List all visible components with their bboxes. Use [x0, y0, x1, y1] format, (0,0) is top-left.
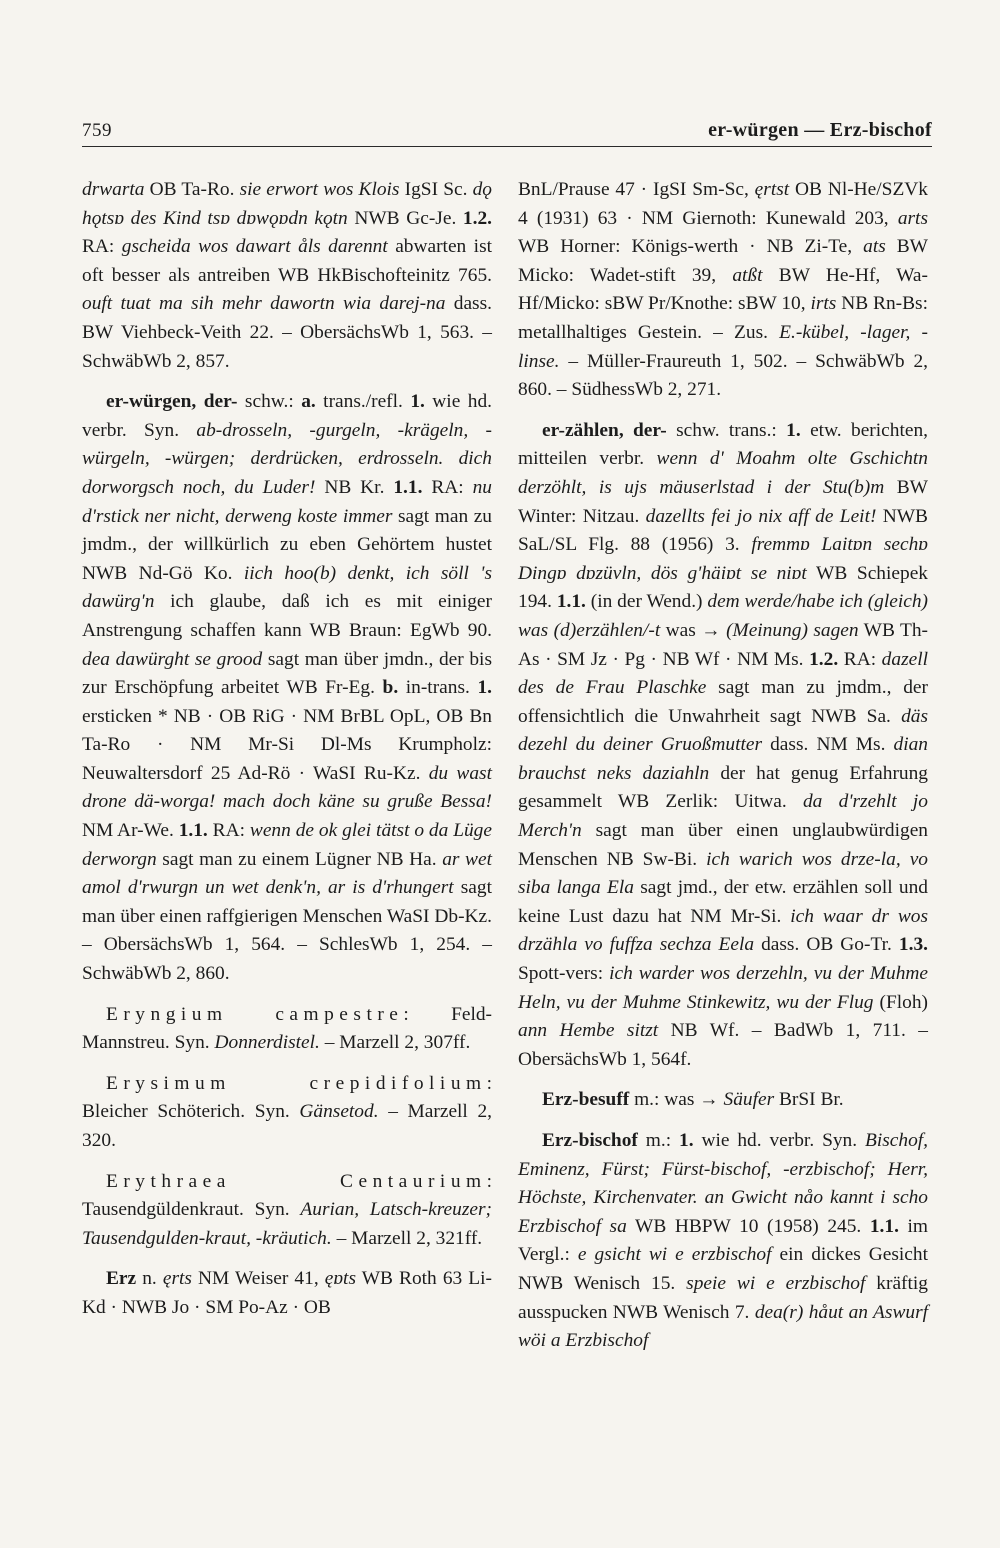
dictionary-entry: [82, 1070, 492, 1156]
example-text: E.-kübel, -lager, -linse.: [518, 321, 928, 372]
headword-text: 1.1.: [393, 476, 423, 498]
entry-text: wie hd. verbr. Syn.: [82, 391, 492, 441]
entry-text: NM Ar-We.: [82, 820, 179, 842]
entry-text: in-trans.: [398, 677, 478, 699]
entry-text: NB Wf. – BadWb 1, 711. – ObersächsWb 1, 564f.: [518, 1020, 928, 1070]
headword-text: 1.: [786, 419, 801, 441]
entry-text: OB Nl-He/SZVk 4 (1931) 63 · NM Giernoth: Kunewald 203,: [518, 179, 928, 229]
dictionary-entry: [518, 1127, 928, 1356]
example-text: ęrts: [162, 1268, 192, 1290]
headword-text: 1.2.: [809, 648, 839, 670]
headword-text: er-würgen, der-: [106, 391, 238, 413]
entry-text: : Feld-Mannstreu. Syn.: [82, 1003, 493, 1054]
entry-text: sagt jmd., der etw. erzählen soll und keine Lust dazu hat NM Mr-Si.: [518, 877, 928, 927]
example-text: ats: [863, 236, 886, 258]
entry-text: etw. berichten, mitteilen verbr.: [518, 419, 928, 470]
example-text: Bischof, Eminenz, Fürst; Fürst-bischof, -erzbischof; Herr, Höchste, Kirchenvater. an Gwicht nåo kannt i scho Erzbischof sa: [518, 1130, 929, 1237]
entry-text: : Bleicher Schöterich. Syn.: [82, 1072, 492, 1123]
dictionary-entry: [82, 1168, 492, 1254]
example-text: ich warder wos derzehln, vu der Muhme Heln, vu der Muhme Stinkewitz, wu der Flug: [518, 963, 928, 1013]
botanical-name: Eryngium campestre: [106, 1003, 404, 1025]
example-text: ich warich wos drze-la, vo siba langa Ela: [518, 848, 928, 899]
entry-text: OB Ta-Ro.: [144, 179, 240, 200]
entry-text: der hat genug Erfahrung gesammelt WB Zerlik: Uitwa.: [518, 762, 928, 813]
entry-text: schw.:: [237, 391, 302, 413]
example-text: speie wi e erzbischof: [686, 1272, 866, 1294]
example-text: Donnerdistel.: [214, 1032, 320, 1054]
entry-text: schw. trans.:: [666, 419, 787, 441]
botanical-name: Erysimum crepidifolium: [106, 1072, 487, 1094]
entry-text: BW Micko: Wadet-stift 39,: [518, 236, 928, 286]
entry-text: sagt man über einen raffgierigen Menschen WaSI Db-Kz. – ObersächsWb 1, 564. – SchlesWb 1, 254. – SchwäbWb 2, 860.: [82, 877, 492, 985]
example-text: ann Hembe sitzt: [518, 1020, 659, 1042]
headword-text: 1.: [477, 677, 492, 699]
entry-text: IgSI Sc.: [399, 179, 473, 200]
entry-text: dass. NM Ms.: [762, 734, 894, 756]
example-text: Aurian, Latsch-kreuzer; Tausendgulden-kraut, -kräutich.: [82, 1199, 492, 1249]
entry-text: NWB SaL/SL Flg. 88 (1956) 3.: [518, 505, 928, 556]
example-text: wenn d' Moahm olte Gschichtn derzöhlt, is ujs mäuserlstad i der Stu(b)m: [518, 448, 929, 498]
dictionary-entry: [518, 417, 928, 1075]
example-text: Säufer: [723, 1089, 775, 1111]
example-text: ab-drosseln, -gurgeln, -krägeln, -würgeln, -würgen; derdrücken, erdrosseln. dich dorworgsch noch, du Luder!: [82, 419, 492, 498]
entry-text: (Floh): [873, 991, 929, 1013]
headword-text: Erz-besuff: [542, 1089, 630, 1111]
example-text: dian brauchst neks daziahln: [518, 734, 928, 784]
entry-text: abwarten ist oft besser als antreiben WB HkBischofteinitz 765.: [82, 236, 493, 286]
entry-text: m.: was →: [629, 1089, 724, 1111]
example-text: arts: [897, 207, 928, 229]
entry-continuation: [82, 176, 492, 376]
entry-text: sagt man über jmdn., der bis zur Erschöpfung arbeitet WB Fr-Eg.: [82, 648, 492, 699]
entry-text: dass. OB Go-Tr.: [754, 934, 899, 956]
entry-text: wie hd. verbr. Syn.: [693, 1130, 865, 1151]
example-text: fremmɒ Laitɒn sechɒ Dingɒ dɒzüvln, dös g'häiɒt se niɒt: [518, 534, 928, 584]
entry-text: NB Rn-Bs: metallhaltiges Gestein. – Zus.: [518, 293, 928, 343]
entry-text: RA:: [838, 648, 882, 670]
example-text: ar wet amol d'rwurgn un wet denk'n, ar is d'rhungert: [82, 848, 492, 899]
running-title: er-würgen — Erz-bischof: [708, 119, 932, 141]
entry-text: NM Weiser 41,: [191, 1268, 325, 1290]
example-text: däs dezehl du deiner Gruoßmutter: [518, 705, 928, 756]
example-text: irts: [810, 293, 837, 315]
entry-text: kräftig ausspucken NWB Wenisch 7.: [518, 1272, 928, 1323]
headword-text: Erz: [106, 1268, 137, 1290]
entry-text: WB Roth 63 Li-Kd · NWB Jo · SM Po-Az · OB: [82, 1268, 492, 1318]
dictionary-entry: [82, 1001, 492, 1058]
entry-text: ein dickes Gesicht NWB Wenisch 15.: [518, 1244, 928, 1294]
example-text: ouft tuat ma sih mehr dawortn wia darej-na: [82, 293, 446, 315]
entry-text: sagt man zu jmdm., der offensichtlich die Unwahrheit sagt NWB Sa.: [518, 677, 928, 727]
example-text: drwarta: [82, 179, 145, 200]
entry-continuation: [518, 176, 928, 405]
headword-text: 1.3.: [898, 934, 928, 956]
example-text: gscheida wos dawart åls darennt: [121, 236, 388, 258]
entry-text: trans./refl.: [315, 391, 411, 413]
left-column: [82, 176, 492, 1335]
example-text: nu d'rstick ner nicht, derweng koste immer: [82, 476, 492, 527]
entry-text: WB HBPW 10 (1958) 245.: [626, 1215, 870, 1237]
example-text: sie erwort wos Klois: [239, 179, 400, 200]
entry-text: WB Horner: Königs-werth · NB Zi-Te,: [518, 236, 864, 258]
example-text: dǫ hǫtsɒ des Kind tsɒ dɒwǫɒdn kǫtn: [82, 179, 492, 229]
entry-text: BrSI Br.: [774, 1089, 844, 1111]
headword-text: Erz-bischof: [542, 1130, 638, 1151]
example-text: Gänsetod.: [299, 1101, 379, 1123]
example-text: atßt: [732, 264, 763, 286]
entry-text: RA:: [207, 820, 250, 842]
headword-text: er-zählen, der-: [542, 419, 667, 441]
dictionary-entry: [518, 1086, 928, 1115]
entry-text: – Marzell 2, 320.: [82, 1101, 492, 1151]
example-text: du wast drone dä-worga! mach doch käne su gruße Bessa!: [82, 762, 492, 813]
right-column: [518, 176, 928, 1368]
entry-text: WB Th-As · SM Jz · Pg · NB Wf · NM Ms.: [518, 619, 928, 670]
headword-text: 1.2.: [462, 207, 492, 229]
example-text: ich waar dr wos drzähla vo fuffza sechza Eela: [518, 905, 928, 956]
example-text: dea dawürght se grood: [82, 648, 263, 670]
example-text: ęrtst: [754, 179, 790, 200]
page-number: 759: [82, 120, 112, 141]
entry-text: BW He-Hf, Wa-Hf/Micko: sBW Pr/Knothe: sBW 10,: [518, 264, 928, 315]
headword-text: 1.1.: [178, 820, 208, 842]
page-header: [82, 116, 932, 147]
entry-text: – Marzell 2, 307ff.: [319, 1032, 471, 1054]
entry-text: NB Kr.: [315, 476, 394, 498]
entry-text: BnL/Prause 47 · IgSI Sm-Sc,: [518, 179, 755, 200]
entry-text: sagt man zu einem Lügner NB Ha.: [156, 848, 443, 870]
example-text: dazellts fei jo nix aff de Leit!: [645, 505, 877, 527]
entry-text: RA:: [82, 236, 122, 258]
headword-text: 1.1.: [869, 1215, 899, 1237]
example-text: (Meinung) sagen: [726, 619, 859, 641]
entry-text: m.:: [637, 1130, 679, 1151]
entry-text: – Müller-Fraureuth 1, 502. – SchwäbWb 2, 860. – SüdhessWb 2, 271.: [518, 350, 928, 401]
entry-text: ersticken * NB · OB RiG · NM BrBL OpL, OB Bn Ta-Ro · NM Mr-Si Dl-Ms Krumpholz: Neuwaltersdorf 25 Ad-Rö · WaSI Ru-Kz.: [82, 705, 492, 784]
example-text: dea(r) håut an Aswurf wöi a Erzbischof: [518, 1301, 929, 1352]
entry-text: sagt man zu jmdm., der willkürlich zu eben Gehörtem hustet NWB Nd-Gö Ko.: [82, 505, 493, 584]
entry-text: was →: [660, 619, 727, 641]
example-text: dem werde/habe ich (gleich) was (d)erzählen/-t: [518, 591, 929, 641]
entry-text: – Marzell 2, 321ff.: [331, 1227, 483, 1249]
entry-text: WB Schiepek 194.: [518, 562, 928, 613]
headword-text: 1.1.: [556, 591, 586, 613]
example-text: dazell des de Frau Plaschke: [518, 648, 928, 699]
entry-text: NWB Gc-Je.: [347, 207, 463, 229]
entry-text: ich glaube, daß ich es mit einiger Anstrengung schaffen kann WB Braun: EgWb 90.: [82, 591, 492, 641]
dictionary-entry: [82, 1265, 492, 1322]
example-text: da d'rzehlt jo Merch'n: [518, 791, 928, 842]
entry-text: Spott-vers:: [518, 963, 610, 985]
headword-text: 1.: [410, 391, 425, 413]
headword-text: b.: [382, 677, 399, 699]
entry-text: BW Winter: Nitzau.: [518, 476, 928, 527]
entry-text: RA:: [422, 476, 473, 498]
example-text: ęɒts: [324, 1268, 356, 1290]
headword-text: 1.: [679, 1130, 694, 1151]
example-text: wenn de ok glei tätst o da Lüge derworgn: [82, 820, 492, 870]
example-text: e gsicht wi e erzbischof: [577, 1244, 772, 1266]
entry-text: sagt man über einen unglaubwürdigen Menschen NB Sw-Bi.: [518, 820, 928, 870]
example-text: iich hoo(b) denkt, ich söll 's dawürg'n: [82, 562, 493, 613]
headword-text: a.: [301, 391, 316, 413]
entry-text: im Vergl.:: [518, 1215, 928, 1266]
entry-text: dass. BW Viehbeck-Veith 22. – ObersächsWb 1, 563. – SchwäbWb 2, 857.: [82, 293, 492, 372]
dictionary-entry: [82, 388, 492, 988]
entry-text: n.: [136, 1268, 163, 1290]
botanical-name: Erythraea Centaurium: [106, 1170, 487, 1192]
entry-text: : Tausendgüldenkraut. Syn.: [82, 1170, 492, 1221]
entry-text: (in der Wend.): [585, 591, 708, 613]
